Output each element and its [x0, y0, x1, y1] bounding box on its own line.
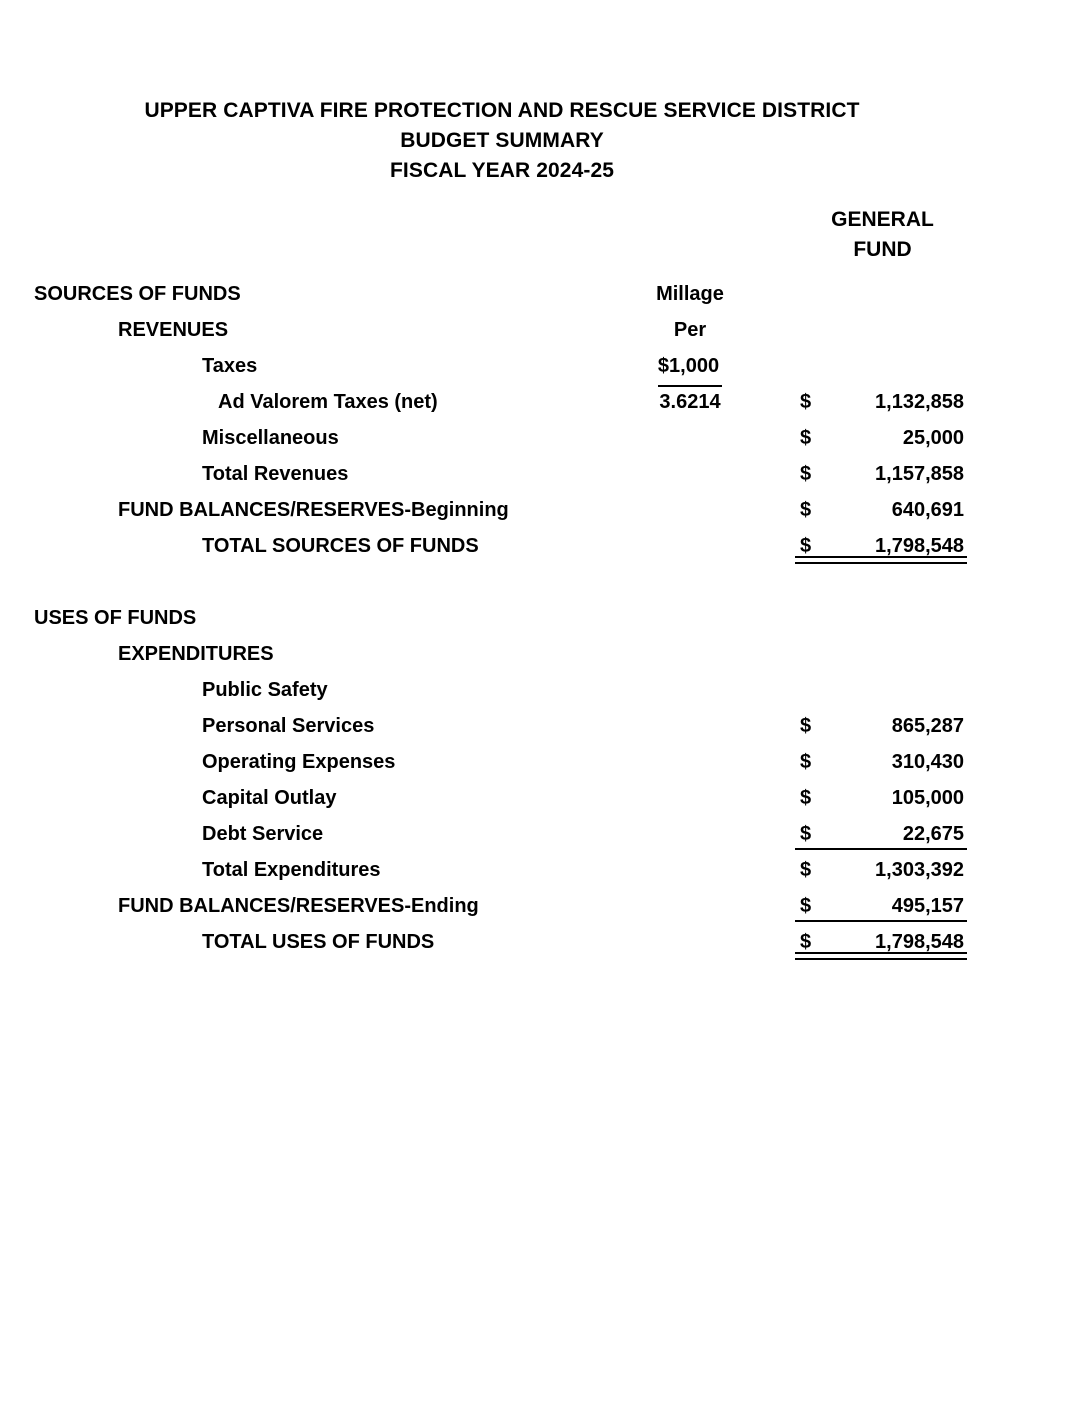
- fund-balances-beginning-amount-value: 640,691: [891, 499, 964, 521]
- capital-outlay-label: Capital Outlay: [202, 787, 337, 809]
- total-revenues-amount-value: 1,157,858: [875, 463, 964, 485]
- miscellaneous-amount-value: 25,000: [902, 427, 964, 449]
- total-sources-of-funds-label: TOTAL SOURCES OF FUNDS: [202, 535, 479, 557]
- millage-header-line1: Millage: [656, 283, 724, 305]
- operating-expenses-amount-cell: [795, 744, 967, 780]
- personal-services-amount-cell: [795, 708, 967, 744]
- row-taxes-label: [0, 348, 1004, 384]
- ad-valorem-amount-cell: [795, 384, 967, 420]
- total-uses-of-funds-amount-value: 1,798,548: [875, 931, 964, 953]
- currency-symbol: $: [800, 751, 812, 773]
- total-expenditures-label: Total Expenditures: [202, 859, 381, 881]
- district-name-title: UPPER CAPTIVA FIRE PROTECTION AND RESCUE SERVICE DISTRICT: [144, 99, 860, 122]
- column-header-general: GENERAL: [831, 208, 934, 231]
- row-public-safety: [0, 672, 1004, 708]
- millage-header-line3: $1,000: [620, 348, 760, 387]
- currency-symbol: $: [800, 535, 812, 557]
- row-revenues-subheading: [0, 312, 1004, 348]
- currency-symbol: $: [800, 931, 812, 953]
- debt-service-amount-value: 22,675: [902, 823, 964, 845]
- currency-symbol: $: [800, 427, 812, 449]
- row-personal-services: [0, 708, 1004, 744]
- currency-symbol: $: [800, 859, 812, 881]
- row-total-revenues: [0, 456, 1004, 492]
- total-expenditures-amount-value: 1,303,392: [875, 859, 964, 881]
- operating-expenses-amount-value: 310,430: [891, 751, 964, 773]
- miscellaneous-label: Miscellaneous: [202, 427, 339, 449]
- row-sources-of-funds-heading: [0, 276, 1004, 312]
- total-sources-of-funds-amount-value: 1,798,548: [875, 535, 964, 557]
- ad-valorem-amount-value: 1,132,858: [875, 391, 964, 413]
- statement-body: [0, 276, 1004, 960]
- currency-symbol: $: [800, 715, 812, 737]
- row-uses-of-funds-heading: [0, 600, 1004, 636]
- row-total-uses-of-funds: [0, 924, 1004, 960]
- total-uses-of-funds-amount-cell: [795, 924, 967, 960]
- fund-balances-ending-amount-cell: [795, 888, 967, 924]
- revenues-subheading: REVENUES: [118, 319, 229, 341]
- section-spacer: [0, 564, 1004, 600]
- currency-symbol: $: [800, 823, 812, 845]
- document-title-block: [0, 96, 1004, 186]
- currency-symbol: $: [800, 895, 812, 917]
- capital-outlay-amount-value: 105,000: [891, 787, 964, 809]
- total-revenues-amount-cell: [795, 456, 967, 492]
- row-capital-outlay: [0, 780, 1004, 816]
- ad-valorem-millage-value: 3.6214: [659, 391, 721, 413]
- fund-balances-beginning-label: FUND BALANCES/RESERVES-Beginning: [118, 499, 509, 521]
- general-fund-column-header: [800, 205, 965, 265]
- total-uses-of-funds-label: TOTAL USES OF FUNDS: [202, 931, 435, 953]
- row-miscellaneous: [0, 420, 1004, 456]
- budget-summary-title: BUDGET SUMMARY: [400, 129, 604, 152]
- row-fund-balances-beginning: [0, 492, 1004, 528]
- personal-services-amount-value: 865,287: [891, 715, 964, 737]
- capital-outlay-amount-cell: [795, 780, 967, 816]
- total-sources-of-funds-amount-cell: [795, 528, 967, 564]
- total-revenues-label: Total Revenues: [202, 463, 349, 485]
- row-fund-balances-ending: [0, 888, 1004, 924]
- row-debt-service: [0, 816, 1004, 852]
- row-total-expenditures: [0, 852, 1004, 888]
- operating-expenses-label: Operating Expenses: [202, 751, 396, 773]
- taxes-label: Taxes: [202, 355, 258, 377]
- row-ad-valorem-taxes: [0, 384, 1004, 420]
- column-header-fund: FUND: [853, 238, 912, 261]
- row-expenditures-subheading: [0, 636, 1004, 672]
- millage-header-line2: Per: [673, 319, 707, 341]
- row-operating-expenses: [0, 744, 1004, 780]
- currency-symbol: $: [800, 463, 812, 485]
- currency-symbol: $: [800, 499, 812, 521]
- fund-balances-ending-label: FUND BALANCES/RESERVES-Ending: [118, 895, 479, 917]
- currency-symbol: $: [800, 787, 812, 809]
- expenditures-subheading: EXPENDITURES: [118, 643, 274, 665]
- sources-of-funds-heading: SOURCES OF FUNDS: [34, 283, 241, 305]
- total-expenditures-amount-cell: [795, 852, 967, 888]
- debt-service-amount-cell: [795, 816, 967, 852]
- row-total-sources-of-funds: [0, 528, 1004, 564]
- personal-services-label: Personal Services: [202, 715, 375, 737]
- uses-of-funds-heading: USES OF FUNDS: [34, 607, 197, 629]
- fund-balances-ending-amount-value: 495,157: [891, 895, 964, 917]
- public-safety-label: Public Safety: [202, 679, 328, 701]
- fund-balances-beginning-amount-cell: [795, 492, 967, 528]
- miscellaneous-amount-cell: [795, 420, 967, 456]
- ad-valorem-taxes-label: Ad Valorem Taxes (net): [218, 391, 438, 413]
- debt-service-label: Debt Service: [202, 823, 324, 845]
- fiscal-year-title: FISCAL YEAR 2024-25: [389, 159, 615, 182]
- currency-symbol: $: [800, 391, 812, 413]
